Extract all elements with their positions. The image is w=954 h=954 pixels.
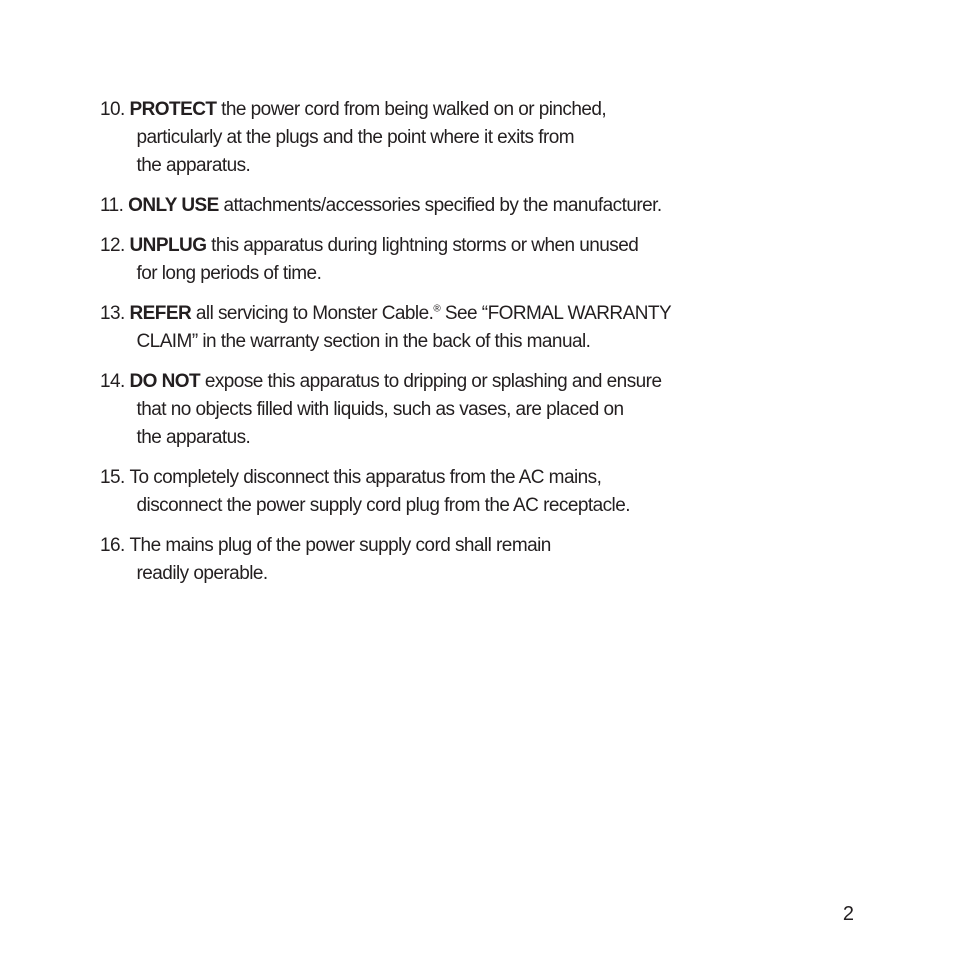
registered-mark: ® — [433, 303, 441, 315]
item-number: 13. — [100, 303, 125, 324]
item-text-continued: readily operable. — [136, 563, 268, 584]
item-text-after-mark: See “FORMAL WARRANTY — [440, 303, 672, 324]
item-text-continued: for long periods of time. — [136, 263, 322, 284]
page-number: 2 — [842, 903, 854, 925]
item-text: To completely disconnect this apparatus from the AC mains, — [129, 467, 602, 488]
item-text-continued: CLAIM” in the warranty section in the back of this manual. — [136, 331, 591, 352]
instruction-16 — [100, 532, 780, 588]
item-text-continued: the apparatus. — [136, 155, 251, 176]
item-number: 15. — [100, 467, 125, 488]
item-text: expose this apparatus to dripping or splashing and ensure — [200, 371, 662, 392]
item-keyword: ONLY USE — [128, 195, 219, 216]
item-keyword: DO NOT — [129, 371, 201, 392]
item-text: all servicing to Monster Cable. — [191, 303, 434, 324]
item-text-continued: the apparatus. — [136, 427, 251, 448]
instruction-11 — [100, 192, 780, 220]
instruction-10 — [100, 96, 780, 180]
item-text-continued: that no objects filled with liquids, such as vases, are placed on — [136, 399, 624, 420]
instruction-13 — [100, 300, 780, 356]
item-number: 12. — [100, 235, 125, 256]
safety-instructions-list — [100, 96, 780, 600]
item-keyword: UNPLUG — [129, 235, 207, 256]
item-text-continued: particularly at the plugs and the point where it exits from — [136, 127, 575, 148]
item-text: The mains plug of the power supply cord shall remain — [129, 535, 551, 556]
instruction-15 — [100, 464, 780, 520]
item-text: attachments/accessories specified by the manufacturer. — [218, 195, 662, 216]
item-number: 10. — [100, 99, 125, 120]
item-text-continued: disconnect the power supply cord plug from the AC receptacle. — [136, 495, 630, 516]
item-number: 16. — [100, 535, 125, 556]
item-number: 11. — [100, 195, 124, 216]
instruction-12 — [100, 232, 780, 288]
instruction-14 — [100, 368, 780, 452]
item-keyword: REFER — [129, 303, 192, 324]
item-text: the power cord from being walked on or pinched, — [216, 99, 607, 120]
item-keyword: PROTECT — [129, 99, 217, 120]
item-text: this apparatus during lightning storms or when unused — [206, 235, 639, 256]
item-number: 14. — [100, 371, 125, 392]
